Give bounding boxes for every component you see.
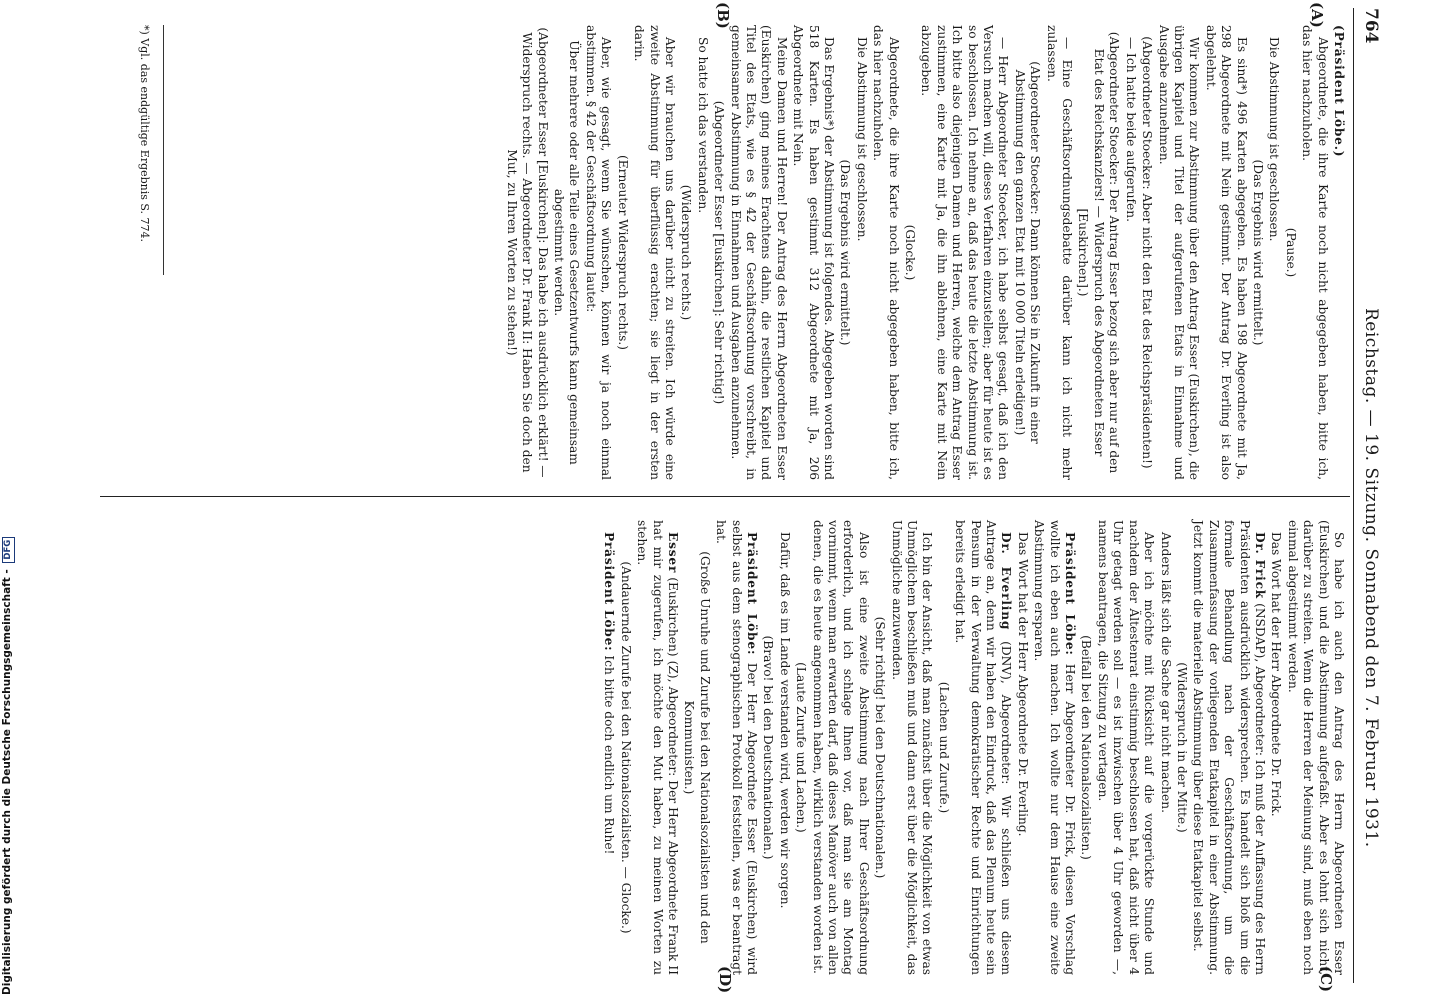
speech-paragraph bbox=[634, 520, 680, 975]
body-paragraph: Anders läßt sich die Sache gar nicht machen. bbox=[1158, 532, 1173, 813]
speaker-name: Präsident Löbe: bbox=[1063, 532, 1078, 656]
interjection: (Große Unruhe und Zurufe bei den Nationalsozialisten und den Kommunisten.) bbox=[682, 551, 712, 944]
dfg-logo: DFG bbox=[2, 537, 15, 563]
body-paragraph: Abgeordnete, die ihre Karte noch nicht abgegeben haben, bitte ich, das hier nachzuholen. bbox=[871, 25, 901, 480]
interjection: (Bravo! bei den Deutschnationalen.) bbox=[761, 635, 776, 860]
speech-paragraph bbox=[1190, 520, 1267, 975]
speech-paragraph bbox=[952, 520, 1014, 975]
body-paragraph: — Ich hatte beide aufgerufen. bbox=[1123, 37, 1138, 222]
speech-text: (NSDAP), Abgeordneter: Ich muß der Auffassung des Herrn Präsidenten ausdrücklich widersprechen. Es handelt sich bloß um die formale Behandlung nach der Geschäftsordnung, um die Zusammenfassung der vorliegenden Etatkapitel in einer Abstimmung. Jetzt kommt die materielle Abstimmung über diese Etatkapitel selbst. bbox=[1191, 520, 1267, 976]
right-column bbox=[600, 520, 1346, 975]
interjection: (Glocke.) bbox=[903, 224, 918, 281]
interjection: (Abgeordneter Stoecker: Aber nicht den Etat des Reichspräsidenten!) bbox=[1140, 36, 1155, 469]
page-number: 764 bbox=[1361, 8, 1381, 44]
interjection: (Erneuter Widerspruch rechts.) bbox=[615, 154, 630, 351]
interjection: (Sehr richtig! bei den Deutschnationalen.) bbox=[873, 616, 888, 879]
speech-paragraph bbox=[1031, 520, 1077, 975]
margin-mark-a: (A) bbox=[1308, 2, 1326, 28]
body-paragraph: Das Wort hat der Herr Abgeordnete Dr. Frick. bbox=[1269, 532, 1284, 817]
interjection: (Lachen und Zurufe.) bbox=[936, 681, 951, 814]
speech-text: Herr Abgeordneter Dr. Frick, diesen Vorschlag wollte ich eben auch machen. Ich wollte nur dem Hause eine zweite Abstimmung ersparen. bbox=[1032, 520, 1078, 975]
body-paragraph: Also ist eine zweite Abstimmung nach Ihrer Geschäftsordnung erforderlich, und ich schlage Ihnen vor, daß man sie am Montag vornimmt, wenn man erwarten darf, daß dieses Manöver auch von allen denen, die es heute angenommen haben, wirklich verstanden worden ist. bbox=[810, 520, 871, 975]
speech-text: (Euskirchen) (Z), Abgeordneter: Der Herr Abgeordnete Frank II hat mir zugerufen, ich möchte den Mut haben, zu meinen Worten zu stehen. bbox=[635, 520, 680, 976]
speaker-heading bbox=[1331, 25, 1346, 480]
body-paragraph: Aber, wie gesagt, wenn Sie wünschen, können wir ja noch einmal abstimmen. § 42 der Geschäftsordnung lautet: bbox=[583, 25, 614, 480]
speaker-name: Dr. Frick bbox=[1252, 532, 1267, 600]
body-paragraph: So habe ich auch den Antrag des Herrn Abgeordneten Esser (Euskirchen) und die Abstimmung aufgefaßt. Aber es lohnt sich nicht, darüber zu streiten. Wenn die Herren der Meinung sind, muß eben noch einmal abgestimmt werden. bbox=[1285, 520, 1346, 975]
body-paragraph: Aber wir brauchen uns darüber nicht zu streiten. Ich würde eine zweite Abstimmung für überflüssig erachten; sie liegt in der ersten darin. bbox=[632, 25, 677, 480]
header-rule bbox=[1353, 8, 1354, 983]
credit-text: Digitalisierung gefördert durch die Deutsche Forschungsgemeinschaft - bbox=[1, 569, 13, 995]
document-page bbox=[88, 0, 1388, 994]
column-divider bbox=[100, 496, 1350, 497]
margin-mark-c: (C) bbox=[1317, 966, 1335, 993]
speaker-name: Esser bbox=[665, 532, 680, 574]
interjection: (Widerspruch in der Mitte.) bbox=[1174, 662, 1189, 833]
speech-text: (DNV), Abgeordneter: Wir schließen uns diesem Antrage an, denn wir haben den Eindruck, daß das Plenum heute sein Pensum in der Verwaltung demokratischer Rechte und Einrichtungen bereits erledigt hat. bbox=[953, 520, 1014, 975]
speaker-name: Präsident Löbe: bbox=[602, 532, 617, 652]
interjection: (Beifall bei den Nationalsozialisten.) bbox=[1079, 635, 1094, 860]
speech-text: Der Herr Abgeordnete Esser (Euskirchen) wird selbst aus dem stenographischen Protokoll feststellen, was er beantragt hat. bbox=[714, 520, 759, 975]
running-head: Reichstag. — 19. Sitzung. Sonnabend den 7. Februar 1931. bbox=[1361, 308, 1381, 848]
speaker-name: Präsident Löbe: bbox=[744, 532, 759, 656]
body-paragraph: Aber ich möchte mit Rücksicht auf die vorgerückte Stunde und nachdem der Ältestenrat einstimmig beschlossen hat, daß nicht über 4 Uhr getagt werden soll — es ist inzwischen über 4 Uhr geworden —, namens beantragen, die Sitzung zu vertagen. bbox=[1095, 520, 1157, 975]
speech-paragraph bbox=[601, 520, 616, 975]
interjection: (Abgeordneter Esser [Euskirchen]: Das habe ich ausdrücklich erklärt! — Widerspruch rechts. — Abgeordneter Dr. Frank II: Haben Sie doch den Mut, zu Ihren Worten zu stehen!) bbox=[504, 27, 550, 478]
margin-mark-b: (B) bbox=[714, 2, 732, 29]
body-paragraph: So hatte ich das verstanden. bbox=[695, 37, 710, 214]
body-paragraph: Abgeordnete, die ihre Karte noch nicht abgegeben haben, bitte ich, das hier nachzuholen. bbox=[1300, 25, 1330, 480]
interjection: (Laute Zurufe und Lachen.) bbox=[794, 662, 809, 833]
body-paragraph: — Eine Geschäftsordnungsdebatte darüber kann ich nicht mehr zulassen. bbox=[1044, 25, 1075, 480]
interjection: (Das Ergebnis wird ermittelt.) bbox=[838, 159, 853, 346]
speech-paragraph bbox=[713, 520, 759, 975]
body-paragraph: Meine Damen und Herren! Der Antrag des Herrn Abgeordneten Esser (Euskirchen) ging meines Erachtens dahin, die restlichen Kapitel und Titel des Etats, wie es § 42 der Geschäftsordnung vorschreibt, in gemeinsamer Abstimmung in Einnahmen und Ausgaben anzunehmen. bbox=[728, 25, 789, 480]
interjection: Über mehrere oder alle Teile eines Gesetzentwurfs kann gemeinsam abgestimmt werden. bbox=[552, 40, 582, 465]
body-paragraph: Die Abstimmung ist geschlossen. bbox=[1267, 37, 1282, 242]
interjection: (Pause.) bbox=[1283, 227, 1298, 278]
speech-text: Ich bitte doch endlich um Ruhe! bbox=[602, 655, 617, 855]
interjection: (Das Ergebnis wird ermittelt.) bbox=[1250, 159, 1265, 346]
body-paragraph: — Herr Abgeordneter Stoecker, ich habe selbst gesagt, daß ich den Versuch machen will, dieses Verfahren einzustellen; aber für heute ist es so beschlossen. Ich nehme an, daß das heute die letzte Abstimmung ist. Ich bitte also diejenigen Damen und Herren, welche dem Antrag Esser zustimmen, eine Karte mit Ja, die ihn ablehnen, eine Karte mit Nein abzugeben. bbox=[919, 25, 1011, 480]
interjection: (Abgeordneter Stoecker: Der Antrag Esser bezog sich aber nur auf den Etat des Reichskanzlers! — Widerspruch des Abgeordneten Esser [Euskirchen].) bbox=[1076, 31, 1122, 474]
body-paragraph: Es sind*) 496 Karten abgegeben. Es haben 198 Abgeordnete mit Ja, 298 Abgeordnete mit Nein gestimmt. Der Antrag Dr. Everling ist also abgelehnt. bbox=[1203, 25, 1249, 480]
footnote-rule bbox=[163, 25, 164, 275]
speaker-name: Dr. Everling bbox=[999, 532, 1014, 631]
body-paragraph: Ich bin der Ansicht, daß man zunächst über die Möglichkeit von etwas Unmöglichem beschließen muß und dann erst über die Möglichkeit, das Unmögliche anzuwenden. bbox=[889, 520, 935, 975]
body-paragraph: Das Ergebnis*) der Abstimmung ist folgendes. Abgegeben worden sind 518 Karten. Es haben gestimmt 312 Abgeordnete mit Ja, 206 Abgeordnete mit Nein. bbox=[791, 25, 836, 480]
page-header bbox=[1354, 8, 1382, 988]
speaker-name: (Präsident Löbe.) bbox=[1332, 25, 1346, 158]
interjection: (Abgeordneter Stoecker: Dann können Sie in Zukunft in einer Abstimmung den ganzen Etat mit 10 000 Titeln erledigen!) bbox=[1012, 61, 1043, 444]
body-paragraph: Wir kommen zur Abstimmung über den Antrag Esser (Euskirchen), die übrigen Kapitel und Titel der aufgerufenen Etats in Einnahme und Ausgabe anzunehmen. bbox=[1156, 25, 1202, 480]
interjection: (Andauernde Zurufe bei den Nationalsozialisten. — Glocke.) bbox=[618, 561, 633, 934]
interjection: (Abgeordneter Esser [Euskirchen]: Sehr richtig!) bbox=[712, 100, 727, 405]
digitization-credit bbox=[1, 537, 15, 995]
body-paragraph: Dafür, daß es im Lande verstanden wird, werden wir sorgen. bbox=[777, 532, 792, 909]
body-paragraph: Das Wort hat der Herr Abgeordnete Dr. Everling. bbox=[1015, 532, 1030, 837]
margin-mark-d: (D) bbox=[716, 966, 734, 994]
interjection: (Widerspruch rechts.) bbox=[679, 184, 694, 321]
footnote: *) Vgl. das endgültige Ergebnis S. 774. bbox=[138, 25, 151, 243]
left-column bbox=[502, 25, 1346, 480]
body-paragraph: Die Abstimmung ist geschlossen. bbox=[854, 37, 869, 242]
